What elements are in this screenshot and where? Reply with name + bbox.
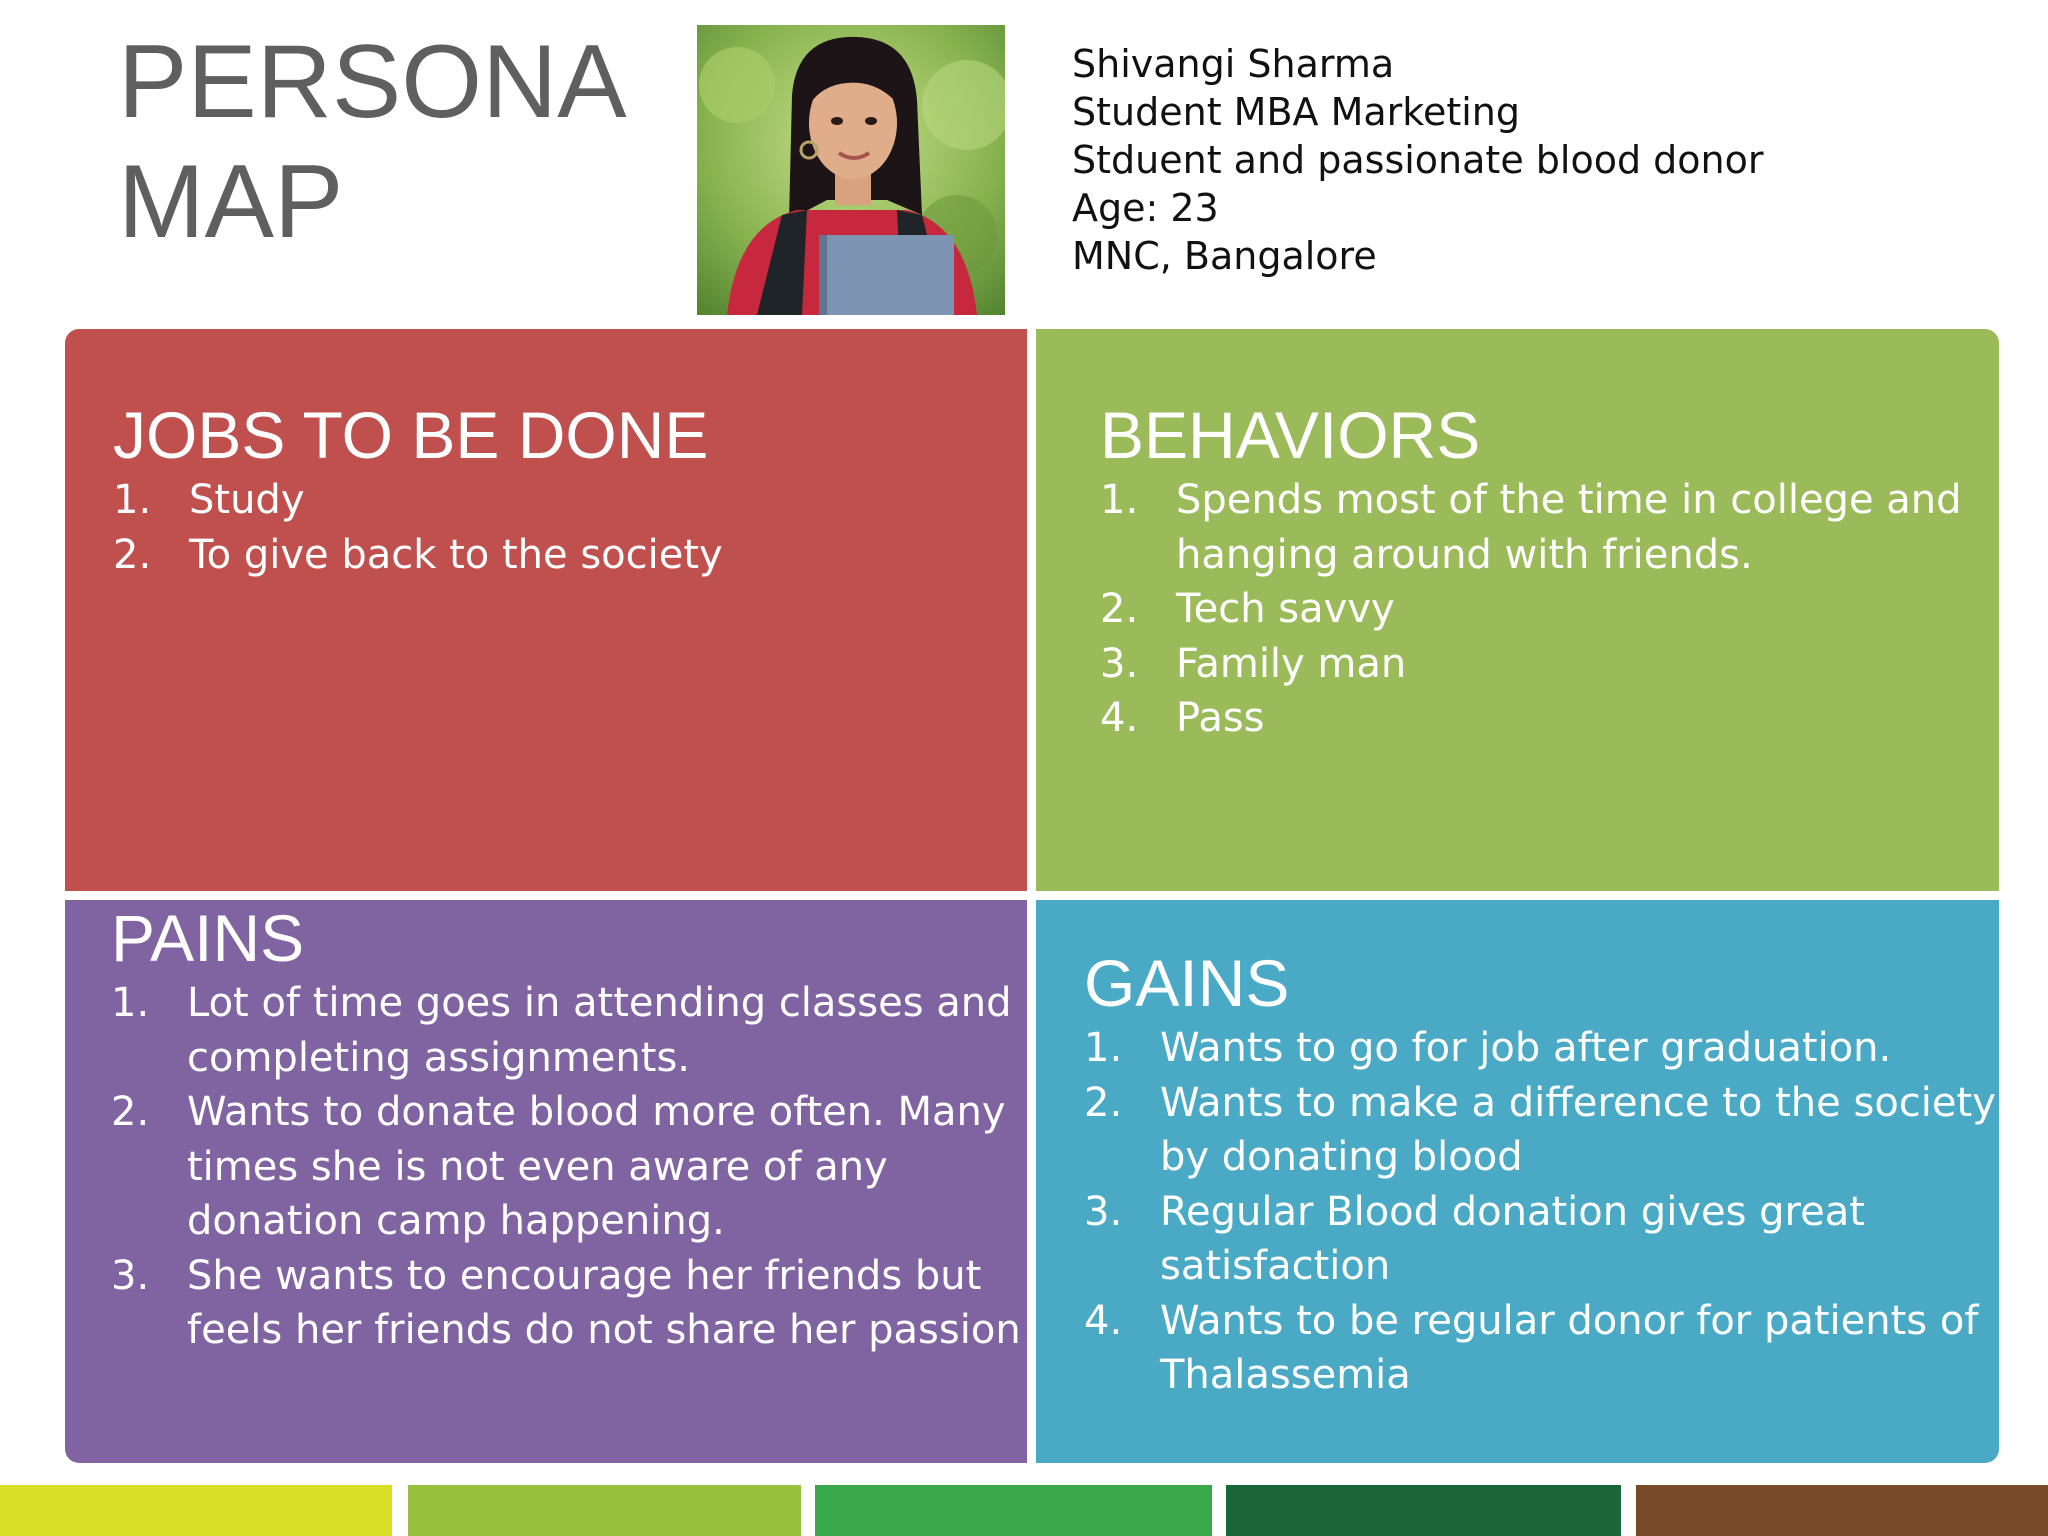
list-item <box>1100 637 1999 692</box>
list-item <box>113 528 1027 583</box>
list-item-text: To give back to the society <box>189 531 723 578</box>
footer-stripe-1 <box>0 1485 392 1536</box>
list-item <box>1084 1021 1999 1076</box>
pains-title: PAINS <box>111 901 305 975</box>
persona-location: MNC, Bangalore <box>1072 234 1377 278</box>
jobs-title: JOBS TO BE DONE <box>113 398 709 472</box>
list-item-number: 2. <box>113 531 152 578</box>
footer-stripe-5 <box>1636 1485 2048 1536</box>
gains-card <box>1036 900 1999 1463</box>
list-item-text: Family man <box>1176 640 1407 687</box>
list-item-number: 3. <box>1084 1188 1123 1235</box>
list-item-text: Tech savvy <box>1176 586 1395 632</box>
list-item <box>113 473 1027 528</box>
list-item <box>1100 582 1999 637</box>
list-item-text: Wants to make a difference to the society by donating blood <box>1160 1079 1996 1180</box>
behaviors-card <box>1036 329 1999 891</box>
jobs-to-be-done-card <box>65 329 1027 891</box>
list-item-number: 1. <box>111 980 150 1026</box>
list-item-number: 4. <box>1084 1297 1123 1344</box>
persona-name: Shivangi Sharma <box>1072 42 1395 86</box>
list-item-number: 2. <box>1084 1079 1123 1126</box>
page-title <box>118 22 627 262</box>
list-item-text: Pass <box>1176 695 1265 741</box>
list-item <box>1084 1185 1999 1294</box>
persona-info <box>1072 40 1763 280</box>
behaviors-list <box>1100 473 1999 746</box>
list-item-text: Wants to go for job after graduation. <box>1160 1025 1892 1071</box>
jobs-list <box>113 473 1027 582</box>
persona-photo <box>697 25 1005 315</box>
list-item-text: Regular Blood donation gives great satisfaction <box>1160 1188 1865 1289</box>
persona-age: Age: 23 <box>1072 186 1219 230</box>
list-item-number: 1. <box>113 477 152 523</box>
list-item-number: 2. <box>111 1089 150 1135</box>
gains-list <box>1084 1021 1999 1403</box>
list-item-number: 1. <box>1100 477 1139 523</box>
list-item <box>1084 1076 1999 1185</box>
pains-list <box>111 976 1027 1358</box>
list-item-text: Lot of time goes in attending classes and completing assignments. <box>187 980 1012 1081</box>
persona-description: Stduent and passionate blood donor <box>1072 138 1764 182</box>
list-item <box>1084 1294 1999 1403</box>
persona-role: Student MBA Marketing <box>1072 90 1520 134</box>
gains-title: GAINS <box>1084 946 1290 1020</box>
footer-stripe-2 <box>408 1485 801 1536</box>
list-item-text: Wants to be regular donor for patients of Thalassemia <box>1160 1297 1979 1398</box>
pains-card <box>65 900 1027 1463</box>
title-line-1: PERSONA <box>118 24 627 140</box>
list-item-number: 1. <box>1084 1025 1123 1071</box>
footer-stripe-3 <box>815 1485 1212 1536</box>
list-item <box>1100 691 1999 746</box>
list-item-text: Spends most of the time in college and hanging around with friends. <box>1176 477 1962 578</box>
list-item-text: She wants to encourage her friends but feels her friends do not share her passion <box>187 1252 1021 1353</box>
list-item <box>111 976 1027 1085</box>
behaviors-title: BEHAVIORS <box>1100 398 1481 472</box>
list-item-number: 4. <box>1100 695 1139 741</box>
list-item <box>111 1085 1027 1249</box>
persona-photo-illustration <box>697 25 1005 315</box>
list-item-number: 3. <box>111 1252 150 1299</box>
title-line-2: MAP <box>118 144 344 260</box>
list-item <box>1100 473 1999 582</box>
footer-color-bar <box>0 1485 2048 1536</box>
list-item-number: 2. <box>1100 586 1139 632</box>
footer-stripe-4 <box>1226 1485 1621 1536</box>
list-item-text: Wants to donate blood more often. Many times she is not even aware of any donation camp happening. <box>187 1089 1006 1244</box>
list-item <box>111 1249 1027 1358</box>
list-item-text: Study <box>189 477 305 523</box>
list-item-number: 3. <box>1100 640 1139 687</box>
